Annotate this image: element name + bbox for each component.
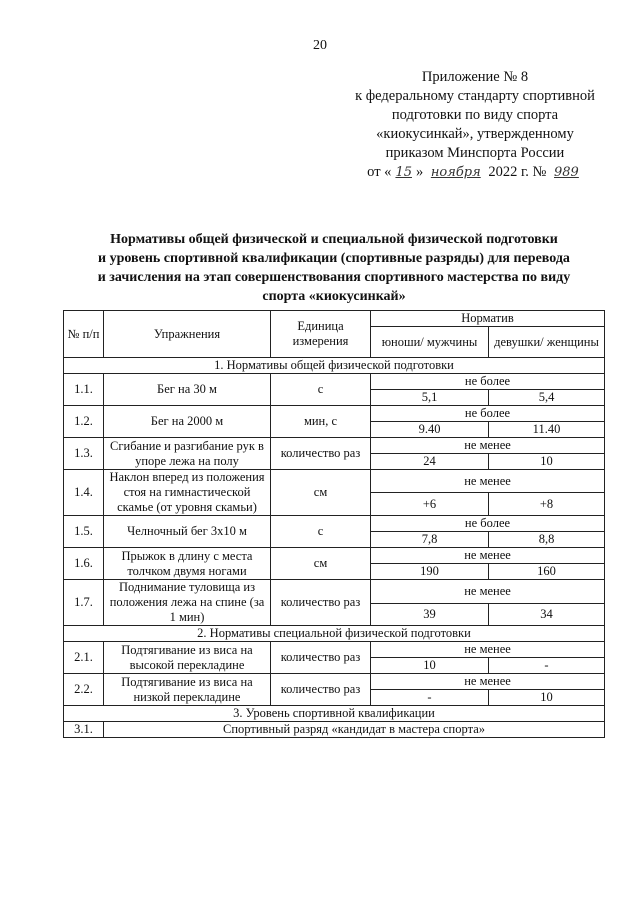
annex-header: [330, 68, 620, 182]
table-row: [64, 438, 605, 454]
date-mid: »: [415, 164, 424, 180]
norms-table: [63, 310, 605, 738]
row-exercise: Подтягивание из виса на низкой перекладине: [104, 674, 271, 706]
header-female: девушки/ женщины: [489, 327, 605, 358]
section-header: 3. Уровень спортивной квалификации: [64, 706, 605, 722]
row-num: 1.5.: [64, 516, 104, 548]
row-unit: мин, с: [271, 406, 371, 438]
row-male-value: 10: [371, 658, 489, 674]
row-unit: количество раз: [271, 580, 371, 626]
row-male-value: 39: [371, 603, 489, 626]
row-male-value: 24: [371, 454, 489, 470]
title-line: спорта «киокусинкай»: [262, 289, 406, 304]
table-row: [64, 470, 605, 493]
row-female-value: 5,4: [489, 390, 605, 406]
row-num: 1.3.: [64, 438, 104, 470]
table-row: [64, 642, 605, 658]
row-unit: количество раз: [271, 438, 371, 470]
date-year: 2022 г. №: [488, 164, 547, 180]
row-female-value: 10: [489, 454, 605, 470]
row-exercise: Бег на 2000 м: [104, 406, 271, 438]
row-exercise: Бег на 30 м: [104, 374, 271, 406]
row-condition: не более: [371, 374, 605, 390]
row-exercise: Наклон вперед из положения стоя на гимнастической скамье (от уровня скамьи): [104, 470, 271, 516]
row-num: 1.2.: [64, 406, 104, 438]
document-title: [60, 230, 608, 306]
row-condition: не менее: [371, 580, 605, 604]
header-exercise: Упражнения: [104, 311, 271, 358]
table-row: [64, 374, 605, 390]
row-female-value: 34: [489, 603, 605, 626]
header-num: № п/п: [64, 311, 104, 358]
page-number: 20: [313, 38, 327, 53]
row-exercise: Поднимание туловища из положения лежа на спине (за 1 мин): [104, 580, 271, 626]
row-condition: не более: [371, 516, 605, 532]
row-unit: см: [271, 548, 371, 580]
row-male-value: -: [371, 690, 489, 706]
table-row: [64, 516, 605, 532]
row-condition: не менее: [371, 470, 605, 493]
row-condition: не менее: [371, 438, 605, 454]
row-condition: не менее: [371, 642, 605, 658]
header-male: юноши/ мужчины: [371, 327, 489, 358]
header-unit: Единица измерения: [271, 311, 371, 358]
annex-line: приказом Минспорта России: [385, 145, 565, 161]
annex-line: «киокусинкай», утвержденному: [376, 126, 574, 142]
row-unit: с: [271, 516, 371, 548]
row-male-value: 5,1: [371, 390, 489, 406]
row-female-value: +8: [489, 493, 605, 516]
handwritten-month: ноября: [430, 165, 481, 180]
row-condition: не менее: [371, 674, 605, 690]
row-num: 1.7.: [64, 580, 104, 626]
row-num: 1.6.: [64, 548, 104, 580]
row-num: 2.2.: [64, 674, 104, 706]
annex-line: Приложение № 8: [421, 69, 529, 85]
handwritten-number: 989: [554, 165, 579, 180]
row-male-value: 190: [371, 564, 489, 580]
annex-date: [330, 163, 620, 182]
row-female-value: 10: [489, 690, 605, 706]
title-line: и уровень спортивной квалификации (спортивные разряды) для перевода: [98, 251, 570, 266]
row-male-value: +6: [371, 493, 489, 516]
row-female-value: 11.40: [489, 422, 605, 438]
handwritten-day: 15: [395, 165, 412, 180]
title-line: и зачисления на этап совершенствования спортивного мастерства по виду: [97, 270, 571, 285]
row-unit: количество раз: [271, 674, 371, 706]
table-row: [64, 406, 605, 422]
annex-line: к федеральному стандарту спортивной: [355, 88, 595, 104]
row-num: 3.1.: [64, 722, 104, 738]
row-exercise: Сгибание и разгибание рук в упоре лежа на полу: [104, 438, 271, 470]
table-row: [64, 580, 605, 604]
row-female-value: -: [489, 658, 605, 674]
row-condition: не более: [371, 406, 605, 422]
row-qualification: Спортивный разряд «кандидат в мастера спорта»: [104, 722, 605, 738]
row-female-value: 8,8: [489, 532, 605, 548]
header-norm: Норматив: [371, 311, 605, 327]
row-unit: см: [271, 470, 371, 516]
row-female-value: 160: [489, 564, 605, 580]
annex-line: подготовки по виду спорта: [391, 107, 559, 123]
row-male-value: 7,8: [371, 532, 489, 548]
row-male-value: 9.40: [371, 422, 489, 438]
row-exercise: Подтягивание из виса на высокой перекладине: [104, 642, 271, 674]
row-exercise: Прыжок в длину с места толчком двумя ногами: [104, 548, 271, 580]
row-num: 1.1.: [64, 374, 104, 406]
row-unit: с: [271, 374, 371, 406]
row-unit: количество раз: [271, 642, 371, 674]
row-num: 1.4.: [64, 470, 104, 516]
date-prefix: от «: [367, 164, 392, 180]
title-line: Нормативы общей физической и специальной физической подготовки: [110, 232, 558, 247]
row-exercise: Челночный бег 3х10 м: [104, 516, 271, 548]
row-condition: не менее: [371, 548, 605, 564]
table-row: [64, 548, 605, 564]
section-header: 2. Нормативы специальной физической подготовки: [64, 626, 605, 642]
section-header: 1. Нормативы общей физической подготовки: [64, 358, 605, 374]
table-row: [64, 674, 605, 690]
row-num: 2.1.: [64, 642, 104, 674]
